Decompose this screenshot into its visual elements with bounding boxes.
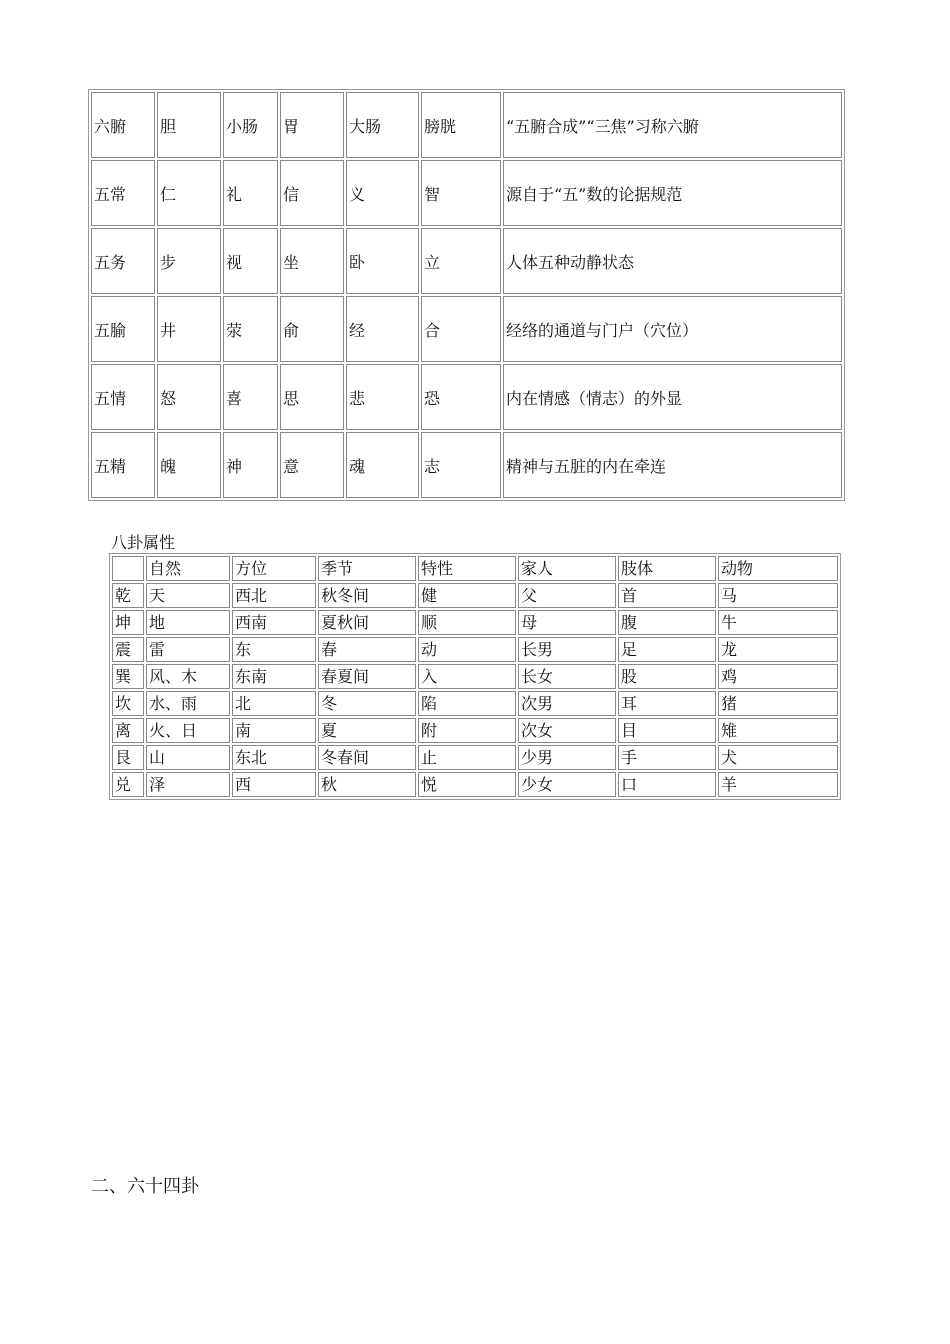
table-cell: 小肠 — [223, 92, 278, 158]
table-cell: 羊 — [718, 772, 838, 797]
table-cell: 恐 — [421, 364, 501, 430]
table-cell: 荥 — [223, 296, 278, 362]
row-header-cell: 五常 — [91, 160, 155, 226]
table-cell: 春夏间 — [318, 664, 416, 689]
table-cell: 井 — [157, 296, 221, 362]
table-cell: 马 — [718, 583, 838, 608]
table-cell: 悦 — [418, 772, 516, 797]
table-cell: 坐 — [280, 228, 344, 294]
section-heading: 二、六十四卦 — [91, 1176, 199, 1197]
table-cell: 春 — [318, 637, 416, 662]
header-row — [112, 556, 838, 581]
column-header: 季节 — [318, 556, 416, 581]
table-cell: 入 — [418, 664, 516, 689]
table-row — [112, 637, 838, 662]
table-cell: 立 — [421, 228, 501, 294]
note-cell: 经络的通道与门户（穴位） — [503, 296, 842, 362]
table-row — [91, 296, 842, 362]
table-cell: 经 — [346, 296, 419, 362]
table-cell: 悲 — [346, 364, 419, 430]
table-cell: 长女 — [518, 664, 616, 689]
note-cell: 精神与五脏的内在牵连 — [503, 432, 842, 498]
table-row — [91, 92, 842, 158]
table-cell: 胃 — [280, 92, 344, 158]
column-header: 动物 — [718, 556, 838, 581]
table-cell: 东南 — [232, 664, 316, 689]
trigram-cell: 艮 — [112, 745, 144, 770]
table-cell: 信 — [280, 160, 344, 226]
table-cell: 北 — [232, 691, 316, 716]
table-cell: 神 — [223, 432, 278, 498]
table-cell: 西北 — [232, 583, 316, 608]
table-cell: 次男 — [518, 691, 616, 716]
table-cell: 视 — [223, 228, 278, 294]
table-cell: 目 — [618, 718, 716, 743]
table-cell: 秋 — [318, 772, 416, 797]
table-cell: 长男 — [518, 637, 616, 662]
table-cell: 止 — [418, 745, 516, 770]
table-cell: 父 — [518, 583, 616, 608]
bagua-caption: 八卦属性 — [111, 533, 176, 552]
table-cell: 魄 — [157, 432, 221, 498]
row-header-cell: 五精 — [91, 432, 155, 498]
column-header: 方位 — [232, 556, 316, 581]
bagua-attributes-table — [109, 553, 841, 800]
column-header: 家人 — [518, 556, 616, 581]
table-row — [112, 583, 838, 608]
note-cell: “五腑合成”“三焦”习称六腑 — [503, 92, 842, 158]
table-cell: 少女 — [518, 772, 616, 797]
table-cell: 西南 — [232, 610, 316, 635]
table-cell: 卧 — [346, 228, 419, 294]
row-header-cell: 五腧 — [91, 296, 155, 362]
table-cell: 秋冬间 — [318, 583, 416, 608]
table-cell: 南 — [232, 718, 316, 743]
column-header: 自然 — [146, 556, 230, 581]
bagua-table-header — [112, 556, 838, 581]
table-cell: 牛 — [718, 610, 838, 635]
table-cell: 义 — [346, 160, 419, 226]
trigram-cell: 坤 — [112, 610, 144, 635]
table-cell: 大肠 — [346, 92, 419, 158]
table-cell: 次女 — [518, 718, 616, 743]
correspondence-table-body — [91, 92, 842, 498]
table-cell: 泽 — [146, 772, 230, 797]
table-cell: 礼 — [223, 160, 278, 226]
table-cell: 天 — [146, 583, 230, 608]
table-row — [112, 610, 838, 635]
column-header — [112, 556, 144, 581]
table-cell: 股 — [618, 664, 716, 689]
note-cell: 源自于“五”数的论据规范 — [503, 160, 842, 226]
table-row — [112, 691, 838, 716]
table-cell: 夏秋间 — [318, 610, 416, 635]
trigram-cell: 乾 — [112, 583, 144, 608]
table-cell: 耳 — [618, 691, 716, 716]
table-cell: 步 — [157, 228, 221, 294]
table-cell: 风、木 — [146, 664, 230, 689]
table-cell: 雷 — [146, 637, 230, 662]
table-cell: 附 — [418, 718, 516, 743]
table-cell: 水、雨 — [146, 691, 230, 716]
trigram-cell: 兑 — [112, 772, 144, 797]
row-header-cell: 五务 — [91, 228, 155, 294]
table-cell: 顺 — [418, 610, 516, 635]
table-cell: 口 — [618, 772, 716, 797]
table-cell: 龙 — [718, 637, 838, 662]
table-cell: 少男 — [518, 745, 616, 770]
column-header: 肢体 — [618, 556, 716, 581]
table-cell: 膀胱 — [421, 92, 501, 158]
table-row — [91, 432, 842, 498]
table-cell: 意 — [280, 432, 344, 498]
note-cell: 内在情感（情志）的外显 — [503, 364, 842, 430]
table-cell: 鸡 — [718, 664, 838, 689]
table-cell: 胆 — [157, 92, 221, 158]
table-cell: 母 — [518, 610, 616, 635]
table-cell: 首 — [618, 583, 716, 608]
table-cell: 雉 — [718, 718, 838, 743]
table-cell: 喜 — [223, 364, 278, 430]
trigram-cell: 坎 — [112, 691, 144, 716]
bagua-table-body — [112, 583, 838, 797]
table-cell: 健 — [418, 583, 516, 608]
table-cell: 动 — [418, 637, 516, 662]
table-cell: 山 — [146, 745, 230, 770]
table-cell: 地 — [146, 610, 230, 635]
correspondence-table — [88, 89, 845, 501]
table-cell: 智 — [421, 160, 501, 226]
column-header: 特性 — [418, 556, 516, 581]
table-cell: 陷 — [418, 691, 516, 716]
table-cell: 俞 — [280, 296, 344, 362]
table-cell: 犬 — [718, 745, 838, 770]
trigram-cell: 离 — [112, 718, 144, 743]
table-row — [91, 364, 842, 430]
row-header-cell: 五情 — [91, 364, 155, 430]
table-cell: 东北 — [232, 745, 316, 770]
row-header-cell: 六腑 — [91, 92, 155, 158]
trigram-cell: 巽 — [112, 664, 144, 689]
table-cell: 夏 — [318, 718, 416, 743]
table-cell: 猪 — [718, 691, 838, 716]
table-cell: 足 — [618, 637, 716, 662]
table-row — [112, 745, 838, 770]
table-cell: 西 — [232, 772, 316, 797]
table-row — [112, 664, 838, 689]
table-cell: 志 — [421, 432, 501, 498]
table-cell: 腹 — [618, 610, 716, 635]
table-cell: 魂 — [346, 432, 419, 498]
table-cell: 手 — [618, 745, 716, 770]
table-cell: 冬 — [318, 691, 416, 716]
note-cell: 人体五种动静状态 — [503, 228, 842, 294]
trigram-cell: 震 — [112, 637, 144, 662]
table-cell: 怒 — [157, 364, 221, 430]
table-cell: 合 — [421, 296, 501, 362]
table-row — [91, 228, 842, 294]
table-row — [112, 772, 838, 797]
table-cell: 火、日 — [146, 718, 230, 743]
table-row — [112, 718, 838, 743]
table-row — [91, 160, 842, 226]
table-cell: 仁 — [157, 160, 221, 226]
table-cell: 冬春间 — [318, 745, 416, 770]
table-cell: 东 — [232, 637, 316, 662]
table-cell: 思 — [280, 364, 344, 430]
